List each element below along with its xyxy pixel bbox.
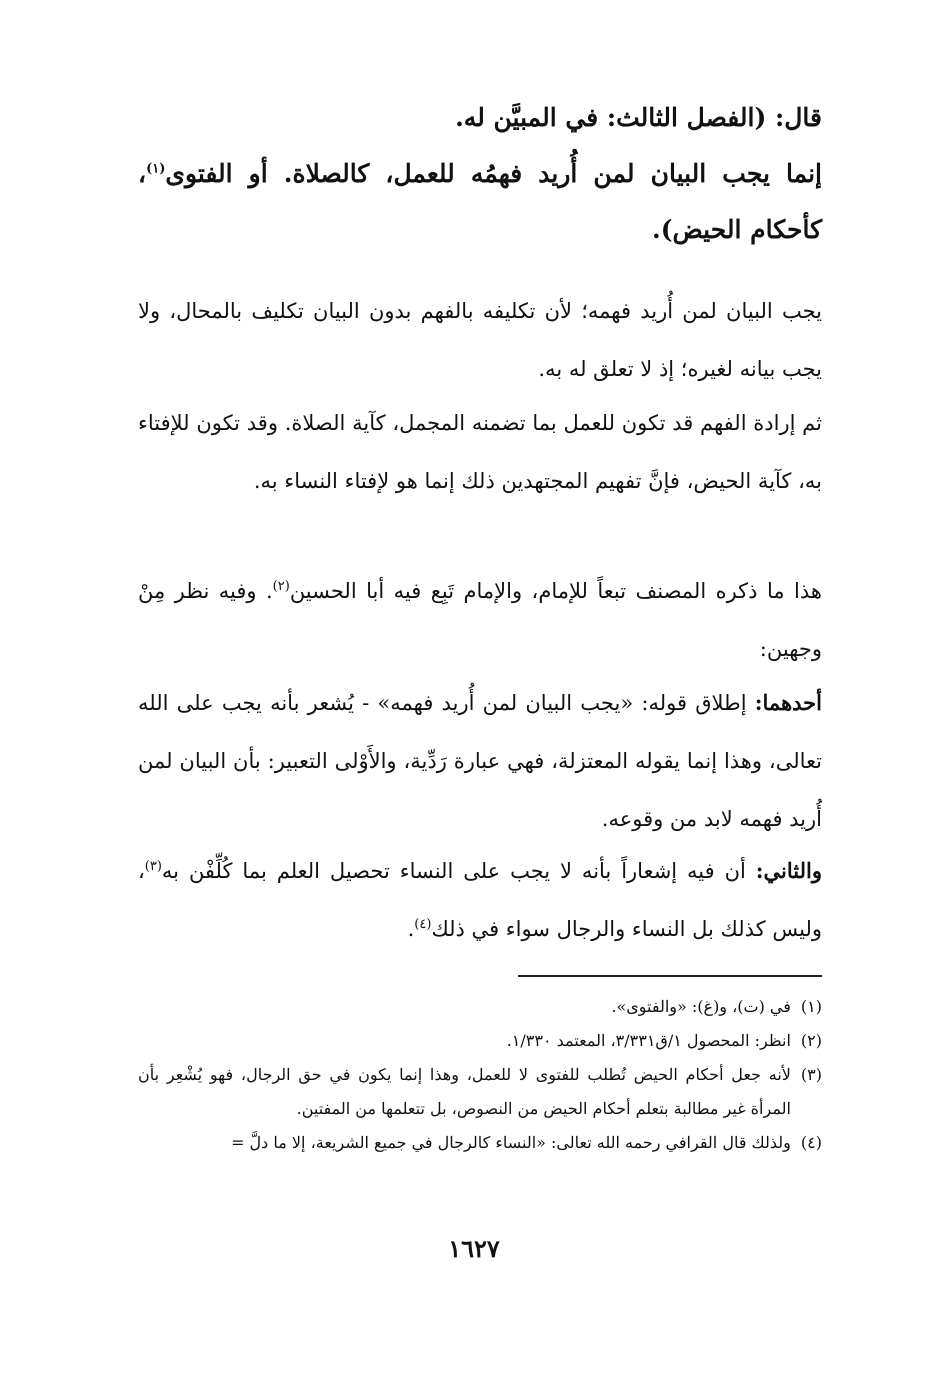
paragraph-5-text-a: أن فيه إشعاراً بأنه لا يجب على النساء تحصيل العلم بما كُلِّفْن به xyxy=(161,859,756,883)
footnote-number: (٣) xyxy=(800,1065,822,1084)
paragraph-5 xyxy=(138,842,822,958)
footnote-3 xyxy=(138,1058,822,1126)
heading-text-end: ، كأحكام الحيض). xyxy=(138,159,822,244)
footnote-1 xyxy=(138,990,822,1024)
paragraph-5-text-c: . xyxy=(407,917,415,941)
footnote-number: (١) xyxy=(800,997,822,1016)
paragraph-5-text-b: ، وليس كذلك بل النساء والرجال سواء في ذلك xyxy=(138,859,822,941)
footnote-ref-3: (٣) xyxy=(144,859,162,874)
footnote-text: ولذلك قال القرافي رحمه الله تعالى: «النساء كالرجال في جميع الشريعة، إلا ما دلَّ = xyxy=(231,1133,791,1152)
paragraph-3 xyxy=(138,562,822,678)
section-heading xyxy=(138,90,822,258)
heading-line-2 xyxy=(138,146,822,258)
paragraph-4-lead: أحدهما: xyxy=(754,690,822,715)
heading-line-1: قال: (الفصل الثالث: في المبيَّن له. xyxy=(455,103,822,132)
footnote-2 xyxy=(138,1024,822,1058)
paragraph-3-text: هذا ما ذكره المصنف تبعاً للإمام، والإمام تَبِع فيه أبا الحسين xyxy=(289,579,822,603)
heading-text: إنما يجب البيان لمن أُريد فهمُه للعمل، كالصلاة. أو الفتوى xyxy=(165,159,822,188)
paragraph-3-text-end: . وفيه نظر مِنْ وجهين: xyxy=(138,579,822,661)
footnote-number: (٢) xyxy=(800,1031,822,1050)
paragraph-4 xyxy=(138,674,822,848)
footnote-ref-4: (٤) xyxy=(414,917,432,932)
footnote-number: (٤) xyxy=(800,1133,822,1152)
paragraph-5-lead: والثاني: xyxy=(755,858,822,883)
footnote-text: انظر: المحصول ١/ق٣/٣٣١، المعتمد ١/٣٣٠. xyxy=(506,1031,791,1050)
footnote-ref-1: (١) xyxy=(146,161,166,177)
footnote-text: في (ت)، و(غ): «والفتوى». xyxy=(611,997,791,1016)
paragraph-2: ثم إرادة الفهم قد تكون للعمل بما تضمنه المجمل، كآية الصلاة. وقد تكون للإفتاء به، كآية الحيض، فإنَّ تفهيم المجتهدين ذلك إنما هو لإفتاء النساء به. xyxy=(138,411,822,493)
footnote-divider xyxy=(518,975,822,977)
footnote-ref-2: (٢) xyxy=(272,579,290,594)
paragraph-4-text: إطلاق قوله: «يجب البيان لمن أُريد فهمه» - يُشعر بأنه يجب على الله تعالى، وهذا إنما يقوله المعتزلة، فهي عبارة رَدِّية، والأَوْلى التعبير: بأن البيان لمن أُريد فهمه لابد من وقوعه. xyxy=(138,691,822,831)
page-number: ١٦٢٧ xyxy=(448,1234,500,1263)
footnote-4 xyxy=(138,1126,822,1160)
footnote-text: لأنه جعل أحكام الحيض تُطلب للفتوى لا للعمل، وهذا إنما يكون في حق الرجال، فهو يُشْعِر بأن المرأة غير مطالبة بتعلم أحكام الحيض من النصوص، بل تتعلمها من المفتين. xyxy=(138,1065,791,1118)
paragraph-1: يجب البيان لمن أُريد فهمه؛ لأن تكليفه بالفهم بدون البيان تكليف بالمحال، ولا يجب بيانه لغيره؛ إذ لا تعلق له به. xyxy=(138,299,822,381)
footnotes xyxy=(138,990,822,1160)
